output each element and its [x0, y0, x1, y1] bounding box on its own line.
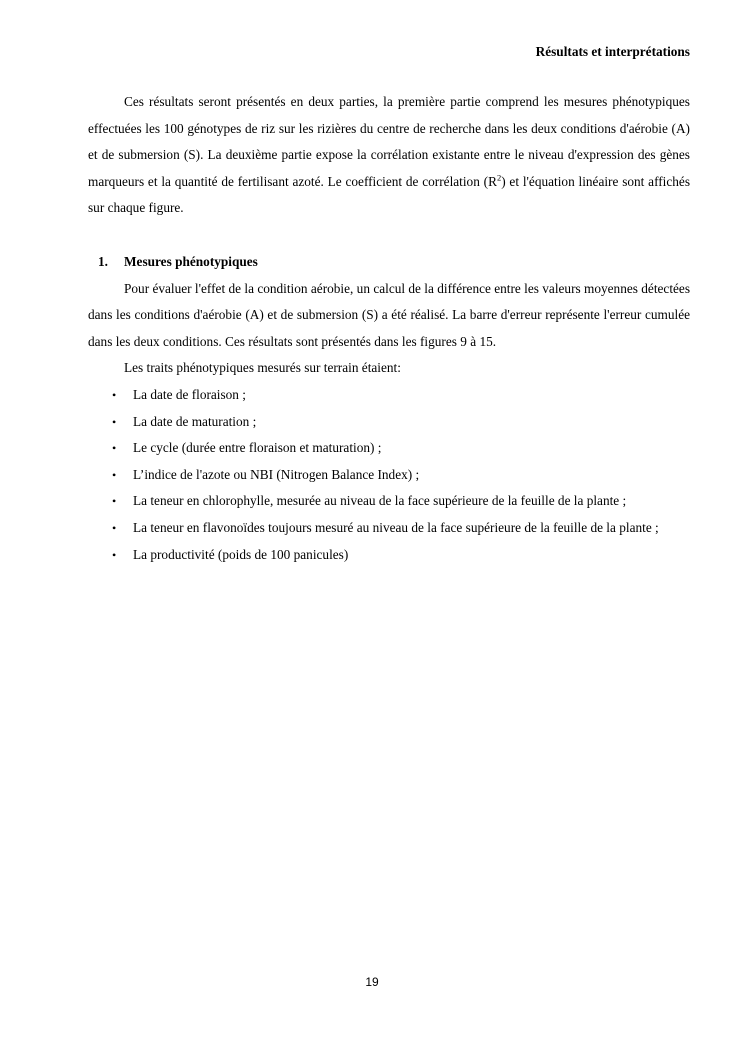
section-heading	[88, 249, 690, 276]
list-item	[88, 515, 690, 542]
spacer	[88, 222, 690, 249]
list-item-text: L’indice de l'azote ou NBI (Nitrogen Balance Index) ;	[133, 466, 420, 482]
bullet-icon: •	[112, 547, 117, 562]
trait-list	[88, 382, 690, 568]
list-item	[88, 382, 690, 409]
list-intro: Les traits phénotypiques mesurés sur terrain étaient:	[124, 360, 401, 376]
superscript: 2	[496, 172, 502, 183]
intro-text-part2: ) et l'équation linéaire sont affichés sur chaque figure.	[88, 173, 691, 216]
intro-text-part1: Ces résultats seront présentés en deux parties, la première partie comprend les mesures phénotypiques effectuées les 100 génotypes de riz sur les rizières du centre de recherche dans les deux conditions d'aérobie (A) et de submersion (S). La deuxième partie expose la corrélation existante entre le niveau d'expression des gènes marqueurs et la quantité de fertilisant azoté. Le coefficient de corrélation (R	[88, 94, 690, 189]
bullet-icon: •	[112, 414, 117, 429]
bullet-icon: •	[112, 520, 117, 535]
bullet-icon: •	[112, 494, 117, 509]
list-item-text: La teneur en flavonoïdes toujours mesuré au niveau de la face supérieure de la feuille de la plante ;	[133, 519, 659, 535]
body-text	[88, 89, 690, 568]
bullet-icon: •	[112, 441, 117, 456]
list-item	[88, 462, 690, 489]
bullet-icon: •	[112, 387, 117, 402]
list-item	[88, 542, 690, 569]
list-item-text: Le cycle (durée entre floraison et maturation) ;	[133, 440, 382, 456]
list-item-text: La teneur en chlorophylle, mesurée au niveau de la face supérieure de la feuille de la plante ;	[133, 493, 627, 509]
section-number: 1.	[98, 253, 108, 269]
bullet-icon: •	[112, 467, 117, 482]
intro-paragraph	[88, 89, 690, 222]
list-item-text: La date de maturation ;	[133, 413, 257, 429]
list-item	[88, 488, 690, 515]
section-title: Mesures phénotypiques	[124, 253, 258, 269]
list-item-text: La date de floraison ;	[133, 386, 246, 402]
running-header: Résultats et interprétations	[535, 44, 690, 59]
list-item	[88, 435, 690, 462]
list-item	[88, 409, 690, 436]
page-number: 19	[365, 975, 379, 989]
list-item-text: La productivité (poids de 100 panicules)	[133, 546, 349, 562]
section-paragraph: Pour évaluer l'effet de la condition aérobie, un calcul de la différence entre les valeurs moyennes détectées dans les conditions d'aérobie (A) et de submersion (S) a été réalisé. La barre d'erreur représente l'erreur cumulée dans les deux conditions. Ces résultats sont présentés dans les figures 9 à 15.	[88, 280, 690, 349]
